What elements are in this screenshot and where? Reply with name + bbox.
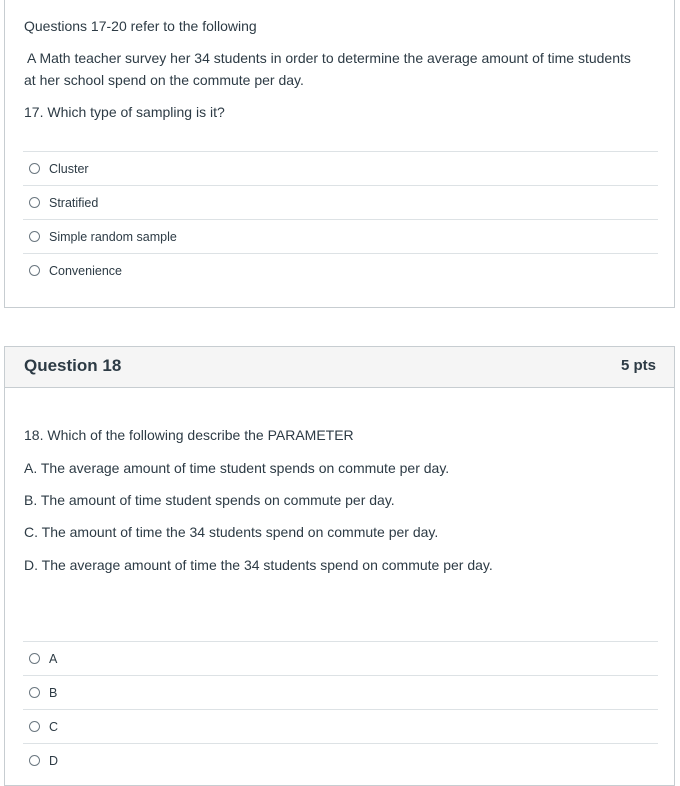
option-text-d: D. The average amount of time the 34 students spend on commute per day.	[24, 557, 493, 573]
question-prompt: 17. Which type of sampling is it?	[24, 104, 225, 120]
answer-label: D	[49, 753, 59, 768]
radio-button[interactable]	[29, 163, 40, 174]
answer-label: Cluster	[49, 161, 89, 176]
answer-option-stratified[interactable]	[23, 185, 658, 219]
radio-button[interactable]	[29, 687, 40, 698]
radio-button[interactable]	[29, 721, 40, 732]
answer-option-c[interactable]	[23, 709, 658, 743]
option-text-c: C. The amount of time the 34 students spend on commute per day.	[24, 524, 439, 540]
question-stem-line-1: A Math teacher survey her 34 students in order to determine the average amount of time students	[27, 50, 631, 66]
answer-list	[23, 641, 658, 777]
answer-label: C	[49, 719, 59, 734]
question-stem-line-2: at her school spend on the commute per day.	[24, 72, 304, 88]
answer-label: Convenience	[49, 263, 122, 278]
radio-button[interactable]	[29, 265, 40, 276]
answer-label: A	[49, 651, 58, 666]
question-header	[5, 347, 674, 388]
answer-list	[23, 151, 658, 287]
option-text-b: B. The amount of time student spends on commute per day.	[24, 492, 395, 508]
question-intro: Questions 17-20 refer to the following	[24, 18, 257, 34]
answer-option-b[interactable]	[23, 675, 658, 709]
question-18-card	[4, 346, 675, 786]
answer-option-cluster[interactable]	[23, 151, 658, 185]
radio-button[interactable]	[29, 197, 40, 208]
radio-button[interactable]	[29, 755, 40, 766]
radio-button[interactable]	[29, 653, 40, 664]
answer-option-d[interactable]	[23, 743, 658, 777]
answer-option-a[interactable]	[23, 641, 658, 675]
answer-option-simple-random-sample[interactable]	[23, 219, 658, 253]
question-points: 5 pts	[620, 357, 656, 374]
option-text-a: A. The average amount of time student spends on commute per day.	[24, 460, 450, 476]
question-title: Question 18	[24, 356, 122, 375]
radio-button[interactable]	[29, 231, 40, 242]
answer-label: Simple random sample	[49, 229, 177, 244]
answer-label: Stratified	[49, 195, 99, 210]
question-17-card	[4, 0, 675, 308]
question-prompt: 18. Which of the following describe the PARAMETER	[24, 427, 354, 443]
answer-label: B	[49, 685, 58, 700]
answer-option-convenience[interactable]	[23, 253, 658, 287]
